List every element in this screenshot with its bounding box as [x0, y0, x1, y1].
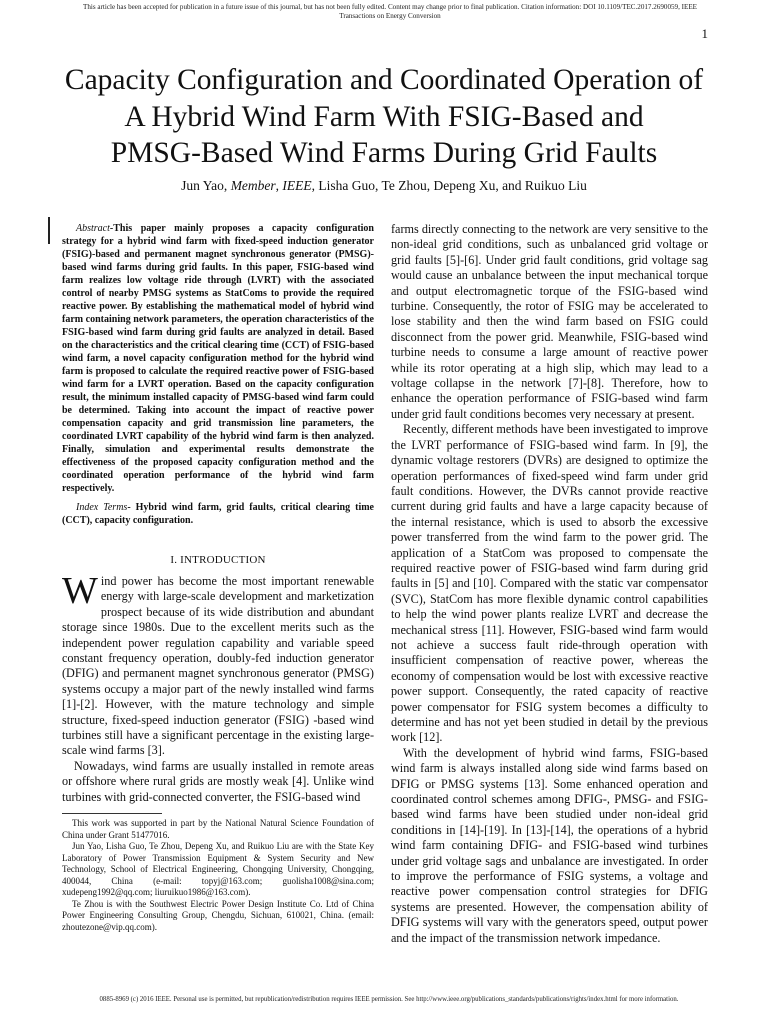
paper-title [36, 62, 732, 172]
footnote-funding: This work was supported in part by the National Natural Science Foundation of China under Grant 51477016. [62, 818, 374, 840]
left-column [62, 222, 374, 933]
revision-bar [48, 217, 50, 244]
section-heading-introduction: I. INTRODUCTION [170, 554, 266, 566]
copyright-footer: 0885-8969 (c) 2016 IEEE. Personal use is permitted, but republication/redistribution requires IEEE permission. See http://www.ieee.org/publications_standards/publications/rights/index.html for more information. [99, 996, 679, 1003]
footnote-affiliation-2: Te Zhou is with the Southwest Electric Power Design Institute Co. Ltd of China Power Engineering Consulting Group, Chengdu, Sichuan, 610021, China. (email: zhoutezone@vip.qq.com). [62, 898, 374, 932]
right-column [391, 222, 708, 946]
banner-line-2: Transactions on Energy Conversion [339, 12, 441, 20]
author-list: Jun Yao, Member, IEEE, Lisha Guo, Te Zhou, Depeng Xu, and Ruikuo Liu [181, 178, 587, 193]
journal-banner [40, 3, 740, 21]
body-paragraph-1: farms directly connecting to the network are very sensitive to the non-ideal grid conditions, such as unbalanced grid voltage or grid faults [5]-[6]. Under grid fault conditions, grid voltage sag would cause an unbalance between the input mechanical torque and output electromagnetic torque of the FSIG-based wind turbine. Consequently, the rotor of FSIG may be accelerated to lose stability and then the wind farm based on FSIG could disconnect from the power grid. Meanwhile, FSIG-based wind turbine needs to consume a large amount of reactive power while its rotor operating at a high slip, which may lead to a voltage collapse in the network [7]-[8]. Therefore, how to enhance the operation performance of FSIG-based wind farm under grid fault conditions becomes very necessary at present. [391, 222, 708, 421]
banner-line-1: This article has been accepted for publication in a future issue of this journal, but has not been fully edited. Content may change prior to final publication. Citation information: DOI 10.1109/TEC.2017.2690059, IEEE [83, 3, 697, 11]
index-terms: Index Terms- Hybrid wind farm, grid faults, critical clearing time (CCT), capacity configuration. [62, 502, 374, 526]
intro-paragraph-2: Nowadays, wind farms are usually installed in remote areas or offshore where rural grids are mostly weak [4]. Unlike wind turbines with grid-connected converter, the FSIG-based wind [62, 758, 374, 804]
body-paragraph-3: With the development of hybrid wind farms, FSIG-based wind farm is always installed along side wind farms based on DFIG or PMSG systems [13]. Some enhanced operation and coordinated control schemes among DFIG-, PMSG- and FSIG-based wind farms have been studied under non-ideal grid conditions in [14]-[19]. In [13]-[14], the operations of a hybrid wind farm containing DFIG- and FSIG-based wind turbines under grid voltage sags and unbalance are investigated. In order to improve the performance of FSIG systems, a voltage and reactive power compensation control strategies for DFIG systems are presented. However, the compensation ability of DFIG systems will vary with the generators speed, output power and the impact of the transmission network impedance. [391, 745, 708, 945]
drop-cap: W [62, 570, 98, 612]
intro-paragraph-1: Wind power has become the most important renewable energy with large-scale development and marketization prospect because of its wide distribution and abundant storage since 1980s. Due to the excellent merits such as the independent power regulation capability and variable speed constant frequency operation, doubly-fed induction generator (DFIG) and permanent magnet synchronous generator (PMSG) systems occupy a major part of the newly installed wind farms [1]-[2]. However, with the mature technology and simple structure, fixed-speed induction generator (FSIG) -based wind turbines still have a significant percentage in the existing large-scale wind farms [3]. [62, 570, 374, 758]
title-line-1: Capacity Configuration and Coordinated Operation of [64, 64, 704, 96]
footnote-rule [62, 813, 162, 814]
abstract: Abstract-This paper mainly proposes a capacity configuration strategy for a hybrid wind farm with fixed-speed induction generator (FSIG)-based and permanent magnet synchronous generator (PMSG)-based wind farms during grid faults. In this paper, FSIG-based wind farm realizes low voltage ride through (LVRT) with the associated control of nearby PMSG systems as StatComs to provide the required reactive power. By establishing the mathematical model of hybrid wind farm containing network parameters, the operation characteristics of the FSIG-based wind farm during grid faults are analyzed in detail. Based on the characteristics and the critical clearing time (CCT) of FSIG-based wind farm, a novel capacity configuration method for the hybrid wind farm is proposed to calculate the required reactive power of FSIG-based wind farm for a LVRT operation. Based on the capacity configuration result, the minimum installed capacity of PMSG-based wind farm could be determined. Taking into account the impact of reactive power compensation capacity and grid transmission line parameters, the coordinated LVRT capability of the hybrid wind farm is then analyzed. Finally, simulation and experimental results demonstrate the effectiveness of the proposed capacity configuration method and the coordinated operation performance of the hybrid wind farm respectively. [62, 223, 374, 494]
footnote-affiliation: Jun Yao, Lisha Guo, Te Zhou, Depeng Xu, and Ruikuo Liu are with the State Key Laboratory of Power Transmission Equipment & System Security and New Technology, School of Electrical Engineering, Chongqing University, Chongqing, 400044, China (e-mail: topyj@163.com; guolisha1008@sina.com; xudepeng1992@qq.com; liuruikuo1986@163.com). [62, 841, 374, 898]
title-line-2: A Hybrid Wind Farm With FSIG-Based and [124, 100, 644, 133]
title-line-3: PMSG-Based Wind Farms During Grid Faults [110, 137, 658, 169]
body-paragraph-2: Recently, different methods have been investigated to improve the LVRT performance of FSIG-based wind farm. In [9], the dynamic voltage restorers (DVRs) are designed to optimize the operation performances of fixed-speed wind farm under grid fault conditions. However, the DVRs cannot provide reactive current during grid faults and have a large capacity because of the internal resistance, which is used to absorb the excessive power transferred from the wind farm to the power grid. The application of a StatCom was proposed to compensate the required reactive power of FSIG-based wind farm during grid faults in [5] and [10]. Compared with the static var compensator (SVC), StatCom has more flexible dynamic control capabilities to help the wind power plants realize LVRT and decrease the mechanical stress [11]. However, FSIG-based wind farm would not achieve a success fault ride-through operation with insufficient compensation of reactive power, whereas the economy of compensation would be lost with excessive reactive power support. Consequently, the rated capacity of reactive power compensator for FSIG system becomes a difficulty to determine and has not yet been studied in detail by the previous work [12]. [391, 422, 708, 745]
page-number: 1 [701, 26, 708, 41]
